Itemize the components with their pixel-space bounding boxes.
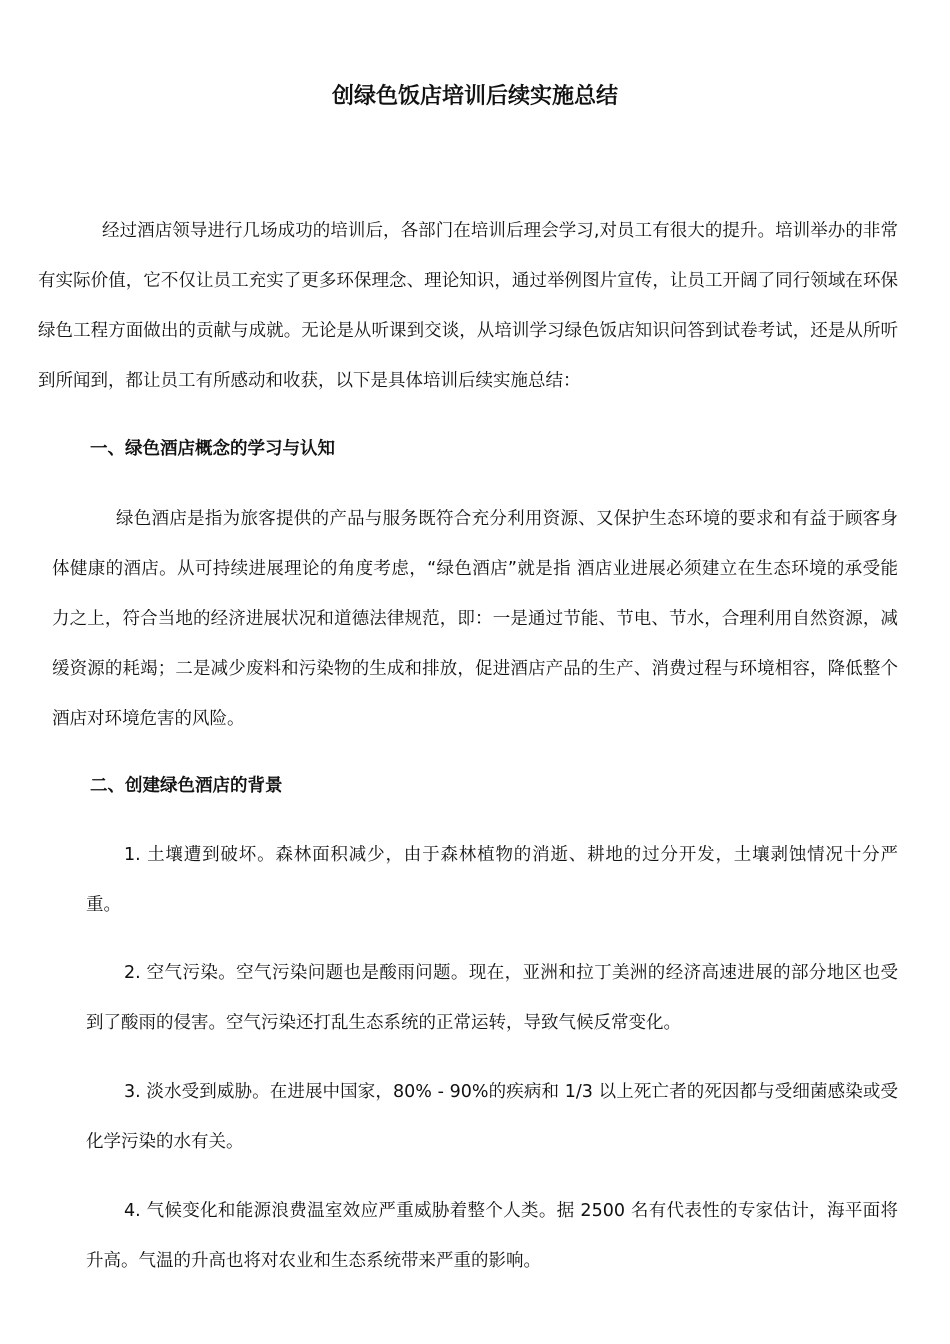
intro-paragraph: 经过酒店领导进行几场成功的培训后，各部门在培训后理会学习,对员工有很大的提升。培训举办的非常有实际价值，它不仅让员工充实了更多环保理念、理论知识，通过举例图片宣传，让员工开阔了同行领域在环保绿色工程方面做出的贡献与成就。无论是从听课到交谈，从培训学习绿色饭店知识问答到试卷考试，还是从所听到所闻到，都让员工有所感动和收获，以下是具体培训后续实施总结： bbox=[38, 221, 898, 391]
concept-paragraph: 绿色酒店是指为旅客提供的产品与服务既符合充分利用资源、又保护生态环境的要求和有益于顾客身体健康的酒店。从可持续进展理论的角度考虑，“绿色酒店”就是指 酒店业进展必须建立在生态环境的承受能力之上，符合当地的经济进展状况和道德法律规范，即：一是通过节能、节电、节水，合理利用自然资源，减缓资源的耗竭；二是减少废料和污染物的生成和排放，促进酒店产品的生产、消费过程与环境相容，降低整个酒店对环境危害的风险。 bbox=[52, 509, 898, 729]
list-item: 4. 气候变化和能源浪费温室效应严重威胁着整个人类。据 2500 名有代表性的专家估计，海平面将升高。气温的升高也将对农业和生态系统带来严重的影响。 bbox=[86, 1201, 898, 1271]
section-heading-background: 二、创建绿色酒店的背景 bbox=[90, 776, 283, 796]
list-item: 3. 淡水受到威胁。在进展中国家，80% - 90%的疾病和 1/3 以上死亡者的死因都与受细菌感染或受化学污染的水有关。 bbox=[86, 1082, 898, 1152]
list-item: 2. 空气污染。空气污染问题也是酸雨问题。现在，亚洲和拉丁美洲的经济高速进展的部分地区也受到了酸雨的侵害。空气污染还打乱生态系统的正常运转，导致气候反常变化。 bbox=[86, 963, 898, 1033]
list-item: 1. 土壤遭到破坏。森林面积减少，由于森林植物的消逝、耕地的过分开发，土壤剥蚀情况十分严重。 bbox=[86, 845, 898, 915]
section-heading-green-hotel-concept: 一、绿色酒店概念的学习与认知 bbox=[90, 439, 335, 459]
document-title: 创绿色饭店培训后续实施总结 bbox=[331, 84, 618, 109]
